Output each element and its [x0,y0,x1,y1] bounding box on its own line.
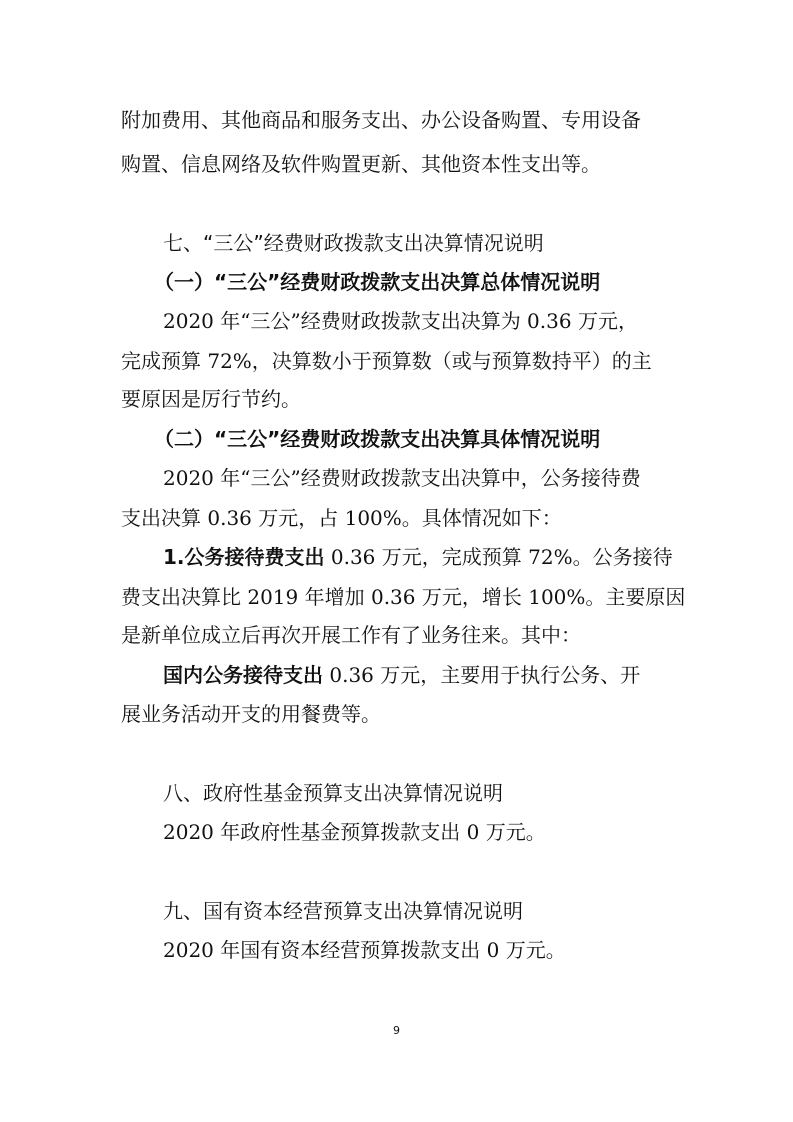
paragraph-line: 完成预算 72%，决算数小于预算数（或与预算数持平）的主 [121,349,652,373]
paragraph-line: 费支出决算比 2019 年增加 0.36 万元，增长 100%。主要原因 [121,585,686,609]
item-text: 0.36 万元，完成预算 72%。公务接待 [324,545,673,569]
section-heading-7: 七、“三公”经费财政拨款支出决算情况说明 [163,231,544,255]
section-heading-8: 八、政府性基金预算支出决算情况说明 [163,781,503,805]
item-label: 1.公务接待费支出 [163,545,325,569]
paragraph-line: 购置、信息网络及软件购置更新、其他资本性支出等。 [121,152,601,176]
paragraph-line: 展业务活动开支的用餐费等。 [121,702,381,726]
paragraph-line [163,543,673,571]
paragraph-line: 要原因是厉行节约。 [121,387,301,411]
item-text: 0.36 万元，主要用于执行公务、开 [323,663,641,687]
subsection-heading-7-1: （一）“三公”经费财政拨款支出决算总体情况说明 [154,270,601,294]
paragraph-line: 附加费用、其他商品和服务支出、办公设备购置、专用设备 [121,108,641,132]
paragraph-line: 2020 年国有资本经营预算拨款支出 0 万元。 [163,938,566,962]
paragraph-line: 支出决算 0.36 万元，占 100%。具体情况如下： [121,506,562,530]
subsection-heading-7-2: （二）“三公”经费财政拨款支出决算具体情况说明 [154,427,601,451]
section-heading-9: 九、国有资本经营预算支出决算情况说明 [163,899,523,923]
paragraph-line [163,661,640,689]
page-number: 9 [393,1024,400,1037]
item-label: 国内公务接待支出 [163,663,323,687]
paragraph-line: 是新单位成立后再次开展工作有了业务往来。其中： [121,623,581,647]
paragraph-line: 2020 年政府性基金预算拨款支出 0 万元。 [163,820,546,844]
paragraph-line: 2020 年“三公”经费财政拨款支出决算中，公务接待费 [163,466,641,490]
paragraph-line: 2020 年“三公”经费财政拨款支出决算为 0.36 万元， [163,309,638,333]
